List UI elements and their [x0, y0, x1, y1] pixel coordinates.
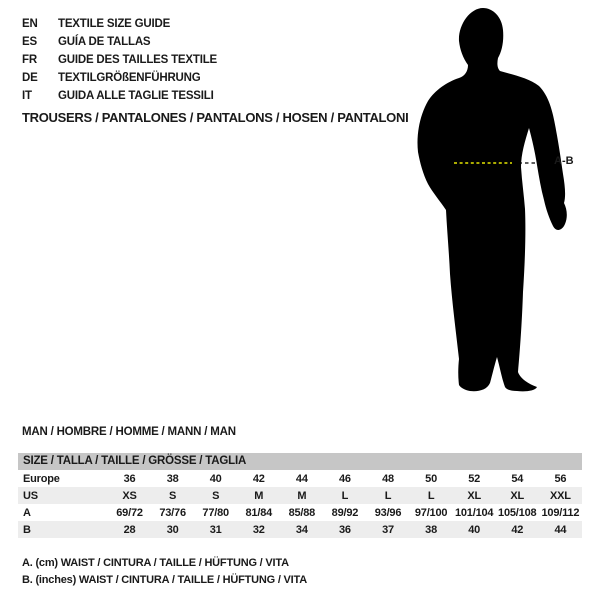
- size-cell: S: [169, 489, 177, 502]
- size-cell: 31: [209, 523, 222, 536]
- language-label: TEXTILGRÖßENFÜHRUNG: [58, 72, 201, 84]
- size-cell: 109/112: [541, 506, 580, 519]
- size-cell: 37: [382, 523, 394, 536]
- size-cell: L: [341, 489, 349, 502]
- size-cell: XS: [122, 489, 137, 502]
- row-label: B: [23, 523, 31, 536]
- language-label: GUIDA ALLE TAGLIE TESSILI: [58, 90, 214, 102]
- man-silhouette-shape: [417, 8, 566, 391]
- size-cell: 44: [295, 472, 308, 485]
- size-cell: 32: [252, 523, 265, 536]
- size-cell: M: [254, 489, 264, 502]
- size-table-section: [18, 453, 582, 538]
- size-cell: 36: [123, 472, 136, 485]
- size-cell: 93/96: [374, 506, 402, 519]
- size-cell: 42: [252, 472, 265, 485]
- language-list: [22, 15, 217, 105]
- language-label: TEXTILE SIZE GUIDE: [58, 18, 171, 30]
- table-row-europe: [18, 470, 582, 487]
- size-cell: 40: [468, 523, 481, 536]
- language-code: FR: [22, 54, 37, 66]
- size-cell: L: [384, 489, 392, 502]
- size-cell: S: [212, 489, 220, 502]
- size-cell: 54: [511, 472, 524, 485]
- size-cell: L: [427, 489, 435, 502]
- size-cell: XL: [467, 489, 481, 502]
- language-row-fr: [22, 51, 217, 69]
- man-silhouette: [390, 0, 600, 420]
- size-cell: 81/84: [245, 506, 273, 519]
- size-cell: M: [297, 489, 307, 502]
- size-cell: 42: [511, 523, 524, 536]
- table-row-us: [18, 487, 582, 504]
- size-cell: 38: [166, 472, 179, 485]
- size-cell: 77/80: [202, 506, 229, 519]
- size-cell: 52: [468, 472, 481, 485]
- size-table: [18, 470, 582, 538]
- size-cell: 97/100: [414, 506, 448, 519]
- size-cell: 101/104: [454, 506, 494, 519]
- table-row-b: [18, 521, 582, 538]
- size-cell: 34: [295, 523, 308, 536]
- language-label: GUIDE DES TAILLES TEXTILE: [58, 54, 217, 66]
- note-b-inches: B. (inches) WAIST / CINTURA / TAILLE / HÜFTUNG / VITA: [22, 574, 307, 586]
- measurement-notes: [22, 555, 307, 589]
- row-label: A: [23, 506, 31, 519]
- size-cell: 50: [425, 472, 437, 485]
- size-cell: 36: [339, 523, 351, 536]
- size-cell: 46: [339, 472, 351, 485]
- size-cell: 48: [382, 472, 394, 485]
- row-label: US: [23, 489, 38, 502]
- language-row-en: [22, 15, 217, 33]
- language-row-de: [22, 69, 217, 87]
- waist-measure-label: A-B: [554, 155, 574, 167]
- size-cell: 69/72: [116, 506, 143, 519]
- size-cell: 30: [166, 523, 179, 536]
- language-code: IT: [22, 90, 32, 102]
- size-cell: 40: [209, 472, 222, 485]
- size-cell: 89/92: [331, 506, 359, 519]
- size-cell: XXL: [549, 489, 571, 502]
- row-label: Europe: [23, 472, 60, 485]
- garment-type-title: TROUSERS / PANTALONES / PANTALONS / HOSEN / PANTALONI: [22, 110, 409, 125]
- language-label: GUÍA DE TALLAS: [58, 36, 151, 48]
- language-code: ES: [22, 36, 37, 48]
- size-cell: 85/88: [288, 506, 316, 519]
- size-cell: 73/76: [159, 506, 186, 519]
- language-code: DE: [22, 72, 38, 84]
- language-row-es: [22, 33, 217, 51]
- size-cell: 56: [554, 472, 567, 485]
- size-cell: 38: [425, 523, 437, 536]
- size-cell: 44: [554, 523, 567, 536]
- table-row-a: [18, 504, 582, 521]
- size-cell: 105/108: [498, 506, 537, 519]
- language-row-it: [22, 87, 217, 105]
- size-cell: 28: [123, 523, 136, 536]
- size-cell: XL: [510, 489, 525, 502]
- language-code: EN: [22, 18, 38, 30]
- note-a-cm: A. (cm) WAIST / CINTURA / TAILLE / HÜFTUNG / VITA: [22, 557, 289, 569]
- size-table-header: SIZE / TALLA / TAILLE / GRÖSSE / TAGLIA: [18, 453, 582, 470]
- gender-title: MAN / HOMBRE / HOMME / MANN / MAN: [22, 426, 236, 438]
- size-table-body: [18, 470, 582, 538]
